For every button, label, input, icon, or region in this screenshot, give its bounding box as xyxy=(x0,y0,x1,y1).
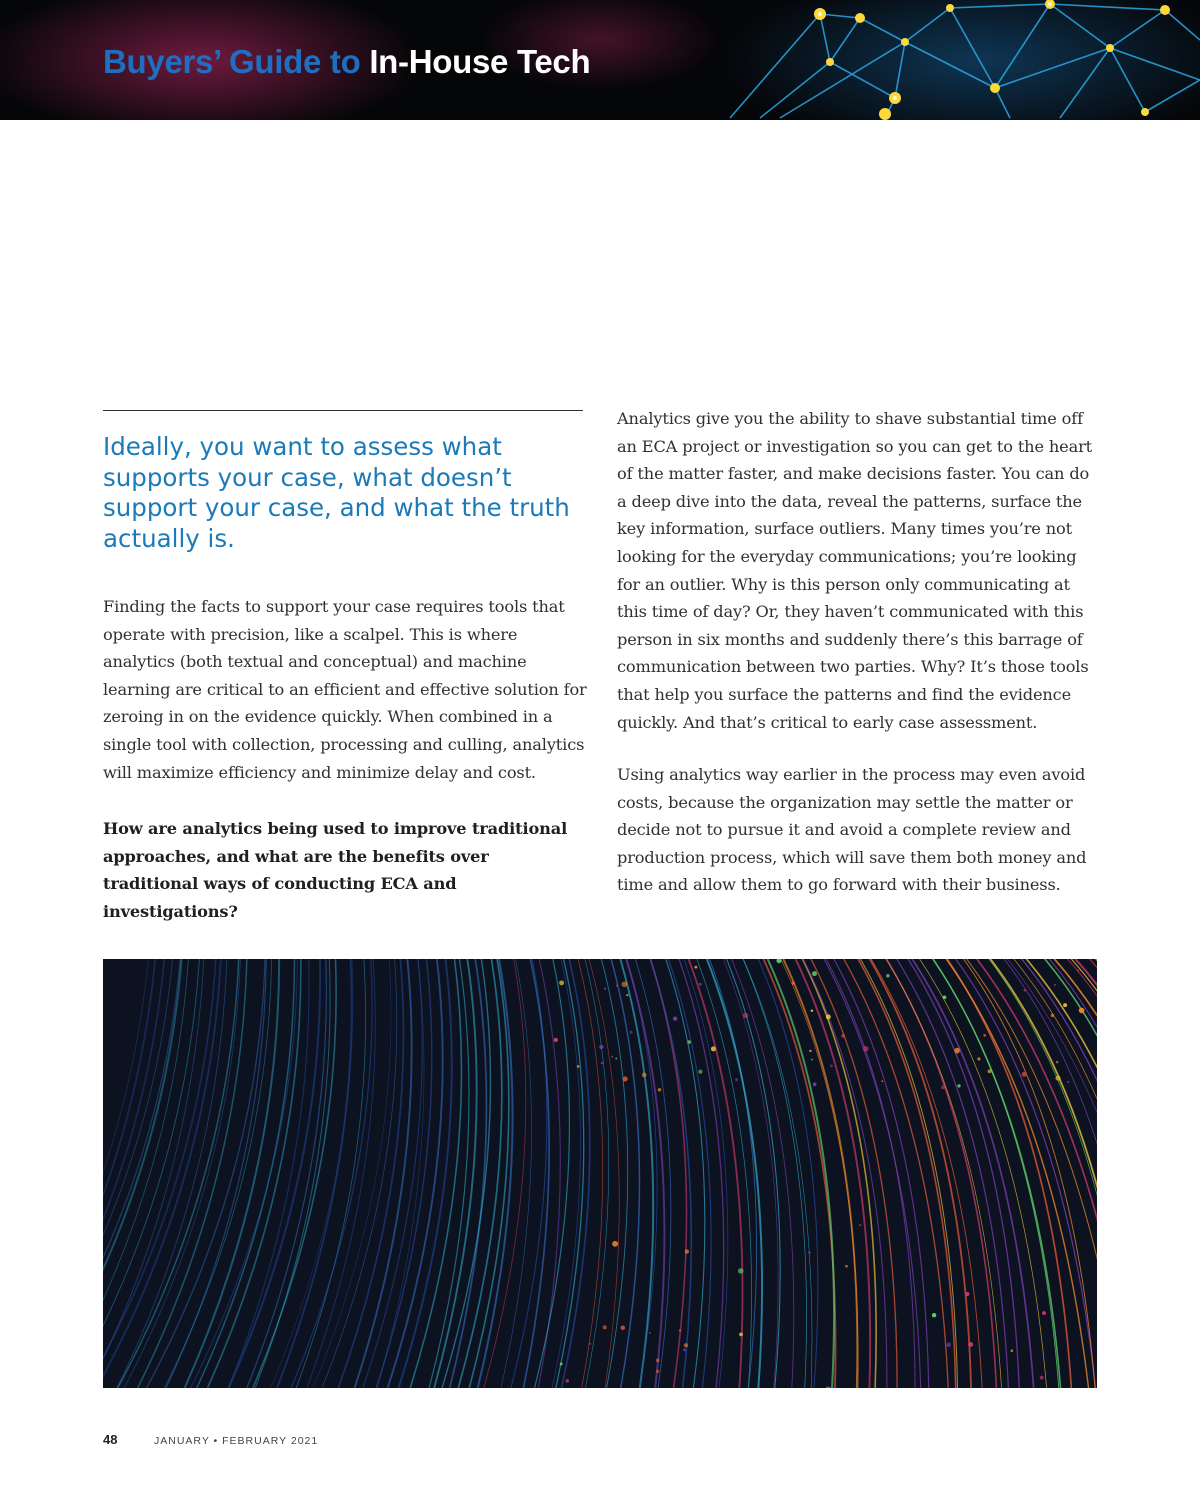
light-stream xyxy=(103,959,182,1388)
light-stream xyxy=(943,959,1090,1388)
light-stream xyxy=(583,959,608,1388)
light-stream xyxy=(588,959,620,1388)
sparkle-dot xyxy=(954,1048,960,1054)
light-stream xyxy=(103,959,181,1388)
sparkle-dot xyxy=(738,1268,743,1273)
sparkle-dot xyxy=(1022,1072,1027,1077)
pull-quote-divider xyxy=(103,410,583,411)
sparkle-dot xyxy=(1079,1008,1085,1014)
light-stream xyxy=(952,959,1096,1388)
header-banner xyxy=(0,0,1200,120)
sparkle-dot xyxy=(612,1241,618,1247)
sparkle-dot xyxy=(656,1358,660,1362)
sparkle-dot xyxy=(687,1040,690,1043)
sparkle-dot xyxy=(589,1343,591,1345)
sparkle-dot xyxy=(1077,970,1079,972)
light-stream xyxy=(725,959,781,1388)
sparkle-dot xyxy=(735,1078,738,1081)
sparkle-dot xyxy=(698,1070,702,1074)
light-stream xyxy=(867,959,972,1388)
light-stream xyxy=(161,959,266,1388)
sparkle-dot xyxy=(811,1009,813,1011)
light-stream xyxy=(554,959,584,1388)
light-stream xyxy=(708,959,757,1388)
page-footer xyxy=(103,1431,318,1449)
sparkle-dot xyxy=(830,1064,833,1067)
light-stream xyxy=(103,959,204,1388)
sparkle-dot xyxy=(957,1084,960,1087)
sparkle-dot xyxy=(886,974,890,978)
sparkle-dot xyxy=(699,983,702,986)
sparkle-dot xyxy=(932,1313,936,1317)
body-paragraph-left-1: Finding the facts to support your case requires tools that operate with precision, like a scalpel. This is where analytics (both textual and conceptual) and machine learning are critical to an efficient and effective solution for zeroing in on the evidence quickly. When combined in a single tool with collection, processing and culling, analytics will maximize efficiency and minimize delay and cost. xyxy=(103,597,587,782)
sparkle-dot xyxy=(792,981,795,984)
sparkle-dot xyxy=(841,1034,845,1038)
sparkle-dot xyxy=(941,1085,945,1089)
sparkle-dot xyxy=(845,1265,848,1268)
sparkle-dot xyxy=(1063,1003,1067,1007)
sparkle-dot xyxy=(863,1046,869,1052)
sparkle-dot xyxy=(577,1065,580,1068)
sparkle-dot xyxy=(611,1056,613,1058)
light-stream xyxy=(455,959,501,1388)
sparkle-dot xyxy=(649,1332,651,1334)
sparkle-dot xyxy=(1024,989,1026,991)
sparkle-dot xyxy=(968,1342,973,1347)
light-stream xyxy=(427,959,469,1388)
sparkle-dot xyxy=(739,1333,743,1337)
sparkle-dot xyxy=(809,1050,811,1052)
sparkle-dot xyxy=(566,1379,570,1383)
sparkle-dot xyxy=(642,1073,647,1078)
light-stream xyxy=(407,959,461,1388)
title-part-blue: Buyers’ Guide to xyxy=(103,43,361,80)
sparkle-dot xyxy=(656,1370,660,1374)
sparkle-dot xyxy=(599,1045,603,1049)
sparkle-dot xyxy=(811,1059,813,1061)
light-stream xyxy=(224,959,309,1388)
body-paragraph-right-2: Using analytics way earlier in the process may even avoid costs, because the organization may settle the matter or decide not to pursue it and avoid a complete review and production process, which will save them both money and time and allow them to go forward with their business. xyxy=(617,765,1087,895)
light-stream xyxy=(431,959,476,1388)
light-stream xyxy=(273,959,352,1388)
sparkle-dot xyxy=(604,988,606,990)
sparkle-dot xyxy=(881,1080,883,1082)
light-stream xyxy=(303,959,375,1388)
interview-question: How are analytics being used to improve traditional approaches, and what are the benefits over traditional ways of conducting ECA and investigations? xyxy=(103,819,568,921)
light-stream xyxy=(1018,959,1097,1388)
sparkle-dot xyxy=(622,981,628,987)
sparkle-dot xyxy=(859,1224,861,1226)
light-stream xyxy=(1067,959,1097,1388)
pull-quote: Ideally, you want to assess what supports your case, what doesn’t support your case, and what the truth actually is. xyxy=(103,432,570,553)
light-stream xyxy=(884,959,997,1388)
sparkle-dot xyxy=(1054,984,1056,986)
sparkle-dot xyxy=(615,1058,617,1060)
sparkle-dot xyxy=(943,995,947,999)
light-stream xyxy=(309,959,391,1388)
light-stream xyxy=(705,959,762,1388)
light-stream xyxy=(481,959,526,1388)
sparkle-dot xyxy=(603,1325,607,1329)
sparkle-dot xyxy=(623,1076,628,1081)
page-number: 48 xyxy=(103,1432,118,1447)
title-part-white: In-House Tech xyxy=(369,43,591,80)
sparkle-dot xyxy=(776,959,781,963)
light-stream xyxy=(619,959,653,1388)
sparkle-dot xyxy=(808,1251,810,1253)
sparkle-dot xyxy=(626,994,628,996)
light-stream xyxy=(335,959,404,1388)
sparkle-dot xyxy=(685,1249,689,1253)
sparkle-dot xyxy=(826,1014,831,1019)
light-stream-group xyxy=(103,959,1097,1388)
sparkle-dot xyxy=(601,1062,604,1065)
sparkle-dot xyxy=(694,966,697,969)
sparkle-dot xyxy=(560,1362,563,1365)
sparkle-dot xyxy=(983,1034,986,1037)
light-stream xyxy=(687,959,743,1388)
sparkle-dot xyxy=(621,1326,626,1331)
light-stream xyxy=(801,959,887,1388)
sparkle-dot xyxy=(679,1329,681,1331)
sparkle-dot xyxy=(813,1082,817,1086)
sparkle-dot xyxy=(684,1343,688,1347)
light-stream xyxy=(186,959,298,1388)
sparkle-dot xyxy=(616,985,618,987)
light-stream xyxy=(180,959,279,1388)
light-stream xyxy=(741,959,812,1388)
sparkle-dot xyxy=(1010,1349,1013,1352)
fiber-optic-light-streams-photo xyxy=(103,959,1097,1388)
sparkle-dot xyxy=(1055,1076,1060,1081)
sparkle-dot xyxy=(1042,1311,1046,1315)
light-stream xyxy=(499,959,532,1388)
issue-date: JANUARY • FEBRUARY 2021 xyxy=(154,1435,319,1447)
sparkle-dot xyxy=(1051,1014,1054,1017)
sparkle-dot xyxy=(673,1016,677,1020)
sparkle-dot xyxy=(743,1013,748,1018)
sparkle-dot xyxy=(658,1088,661,1091)
light-streams-illustration xyxy=(103,959,1097,1388)
sparkle-dot xyxy=(825,1386,831,1388)
sparkle-dot xyxy=(711,1046,716,1051)
sparkle-dot xyxy=(1067,1081,1069,1083)
body-paragraph-right-1: Analytics give you the ability to shave substantial time off an ECA project or investigation so you can get to the heart of the matter faster, and make decisions faster. You can do a deep dive into the data, reveal the patterns, surface the key information, surface outliers. Many times you’re not looking for the everyday communications; you’re looking for an outlier. Why is this person only communicating at this time of day? Or, they haven’t communicated with this person in six months and suddenly there’s this barrage of communication between two parties. Why? It’s those tools that help you surface the patterns and find the evidence quickly. And that’s critical to early case assessment. xyxy=(617,409,1093,732)
sparkle-dot xyxy=(812,971,817,976)
sparkle-dot xyxy=(559,980,564,985)
light-stream xyxy=(600,959,628,1388)
light-stream xyxy=(103,959,173,1388)
sparkle-dot xyxy=(1040,1376,1044,1380)
sparkle-dot xyxy=(946,1343,951,1348)
sparkle-dot xyxy=(965,1292,969,1296)
light-stream xyxy=(141,959,265,1388)
sparkle-dot xyxy=(1056,1061,1058,1063)
sparkle-dot xyxy=(630,1031,633,1034)
light-stream xyxy=(778,959,858,1388)
sparkle-dot xyxy=(977,1057,980,1060)
sparkle-dot xyxy=(683,1349,686,1352)
publication-section-title xyxy=(103,40,590,84)
sparkle-dot xyxy=(988,1069,992,1073)
sparkle-dot xyxy=(554,1038,558,1042)
light-stream xyxy=(224,959,320,1388)
light-stream xyxy=(741,959,807,1388)
